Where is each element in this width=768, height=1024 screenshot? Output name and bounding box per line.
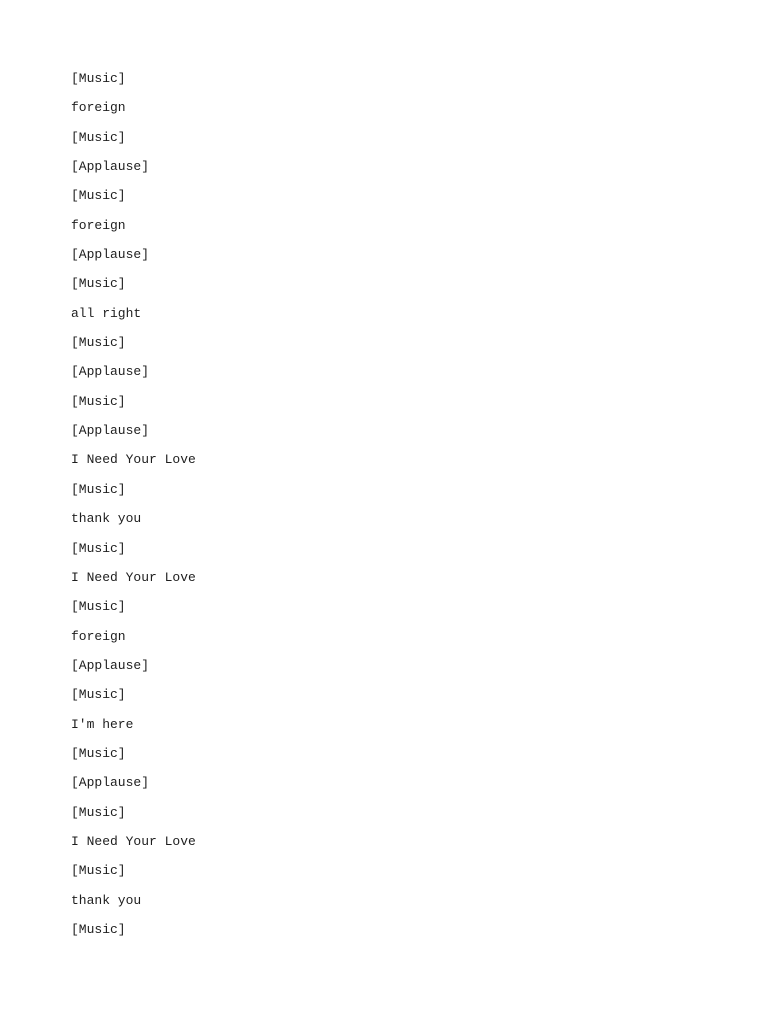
transcript-line: [Applause] [71, 657, 150, 673]
transcript-line: [Music] [71, 804, 126, 820]
transcript-line: foreign [71, 100, 126, 116]
transcript-line: [Music] [71, 540, 126, 556]
transcript-line: [Music] [71, 71, 126, 86]
transcript-line: foreign [71, 628, 126, 644]
transcript-line: I Need Your Love [71, 452, 196, 468]
transcript-line: thank you [71, 511, 142, 527]
transcript-line: [Music] [71, 599, 126, 615]
transcript-line: [Music] [71, 393, 126, 409]
transcript-line: [Music] [71, 921, 126, 937]
transcript-line: I Need Your Love [71, 569, 196, 585]
transcript-line: [Applause] [71, 423, 150, 439]
transcript-line: [Music] [71, 129, 126, 145]
transcript-line: [Applause] [71, 364, 150, 380]
transcript-line: [Music] [71, 745, 126, 761]
transcript-line: thank you [71, 892, 142, 908]
transcript-line: [Music] [71, 335, 126, 351]
transcript-line: [Music] [71, 188, 126, 204]
transcript-text [71, 70, 196, 950]
transcript-line: I'm here [71, 716, 134, 732]
transcript-line: [Music] [71, 687, 126, 703]
transcript-line: foreign [71, 217, 126, 233]
transcript-line: I Need Your Love [71, 833, 196, 849]
transcript-line: [Applause] [71, 159, 150, 175]
transcript-line: [Music] [71, 863, 126, 879]
transcript-line: [Applause] [71, 775, 150, 791]
transcript-line: all right [71, 305, 142, 321]
transcript-line: [Applause] [71, 247, 150, 263]
transcript-line: [Music] [71, 276, 126, 292]
transcript-line: [Music] [71, 481, 126, 497]
